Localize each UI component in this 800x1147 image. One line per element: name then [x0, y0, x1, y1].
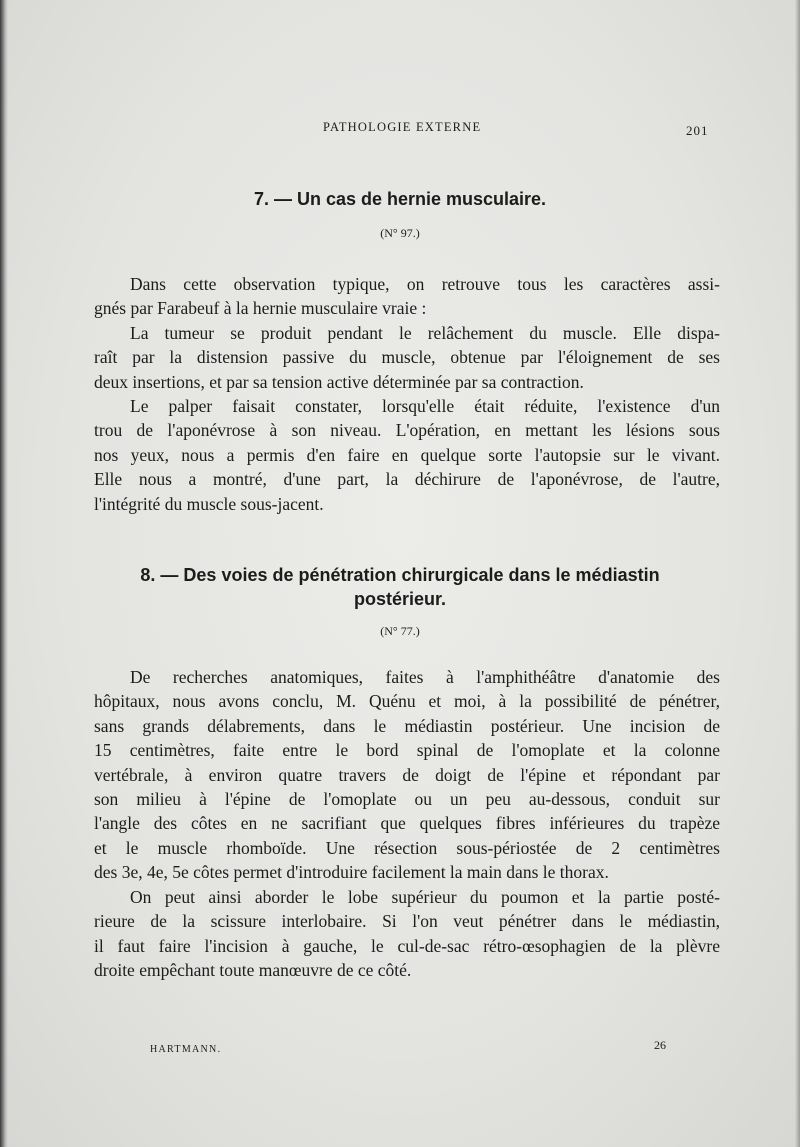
section-8-paragraph-2	[94, 885, 720, 983]
text-line: son milieu à l'épine de l'omoplate ou un peu au-dessous, conduit sur	[94, 789, 720, 810]
text-line: hôpitaux, nous avons conclu, M. Quénu et moi, à la possibilité de pénétrer,	[94, 691, 720, 712]
text-line: On peut ainsi aborder le lobe supérieur du poumon et la partie posté-	[130, 887, 720, 907]
text-line: droite empêchant toute manœuvre de ce côté.	[94, 960, 412, 981]
text-line: La tumeur se produit pendant le relâchement du muscle. Elle dispa-	[130, 323, 720, 343]
text-line: et le muscle rhomboïde. Une résection sous-périostée de 2 centimètres	[94, 837, 720, 858]
page-number: 201	[686, 123, 709, 138]
text-line: 15 centimètres, faite entre le bord spinal de l'omoplate et la colonne	[94, 740, 720, 761]
text-line: vertébrale, à environ quatre travers de doigt de l'épine et répondant par	[94, 764, 720, 785]
running-head	[0, 120, 800, 140]
text-line: il faut faire l'incision à gauche, le cul-de-sac rétro-œsophagien de la plèvre	[94, 935, 720, 956]
sheet-number: 26	[654, 1038, 666, 1052]
text-line: des 3e, 4e, 5e côtes permet d'introduire facilement la main dans le thorax.	[94, 862, 609, 883]
text-line: Elle nous a montré, d'une part, la déchirure de l'aponévrose, de l'autre,	[94, 469, 720, 490]
text-line: raît par la distension passive du muscle, obtenue par l'éloignement de ses	[94, 347, 720, 368]
text-line: trou de l'aponévrose à son niveau. L'opération, en mettant les lésions sous	[94, 420, 720, 441]
text-line: sans grands délabrements, dans le médiastin postérieur. Une incision de	[94, 715, 720, 736]
footer-signature: HARTMANN.	[150, 1044, 222, 1055]
text-line: l'intégrité du muscle sous-jacent.	[94, 493, 324, 514]
section-7-title: 7. — Un cas de hernie musculaire.	[253, 189, 547, 209]
section-8-ref: (N° 77.)	[380, 624, 420, 638]
text-line: gnés par Farabeuf à la hernie musculaire vraie :	[94, 298, 427, 319]
text-line: rieure de la scissure interlobaire. Si l'on veut pénétrer dans le médiastin,	[94, 911, 720, 932]
text-line: nos yeux, nous a permis d'en faire en quelque sorte l'autopsie sur le vivant.	[94, 444, 720, 465]
section-7-paragraph-2	[94, 321, 720, 394]
section-8-title-line-1: 8. — Des voies de pénétration chirurgicale dans le médiastin	[140, 565, 660, 585]
section-7-ref: (N° 97.)	[380, 226, 420, 240]
section-7-paragraph-1	[94, 272, 720, 321]
section-8-paragraph-1	[94, 665, 720, 885]
section-7-paragraph-3	[94, 394, 720, 516]
text-line: deux insertions, et par sa tension active déterminée par sa contraction.	[94, 371, 584, 392]
running-title: PATHOLOGIE EXTERNE	[323, 120, 482, 134]
text-line: De recherches anatomiques, faites à l'amphithéâtre d'anatomie des	[130, 667, 720, 687]
text-line: Dans cette observation typique, on retrouve tous les caractères assi-	[130, 274, 720, 294]
section-8-title-line-2: postérieur.	[353, 589, 447, 609]
text-line: Le palper faisait constater, lorsqu'elle était réduite, l'existence d'un	[130, 396, 720, 416]
text-line: l'angle des côtes en ne sacrifiant que quelques fibres inférieures du trapèze	[94, 813, 720, 834]
